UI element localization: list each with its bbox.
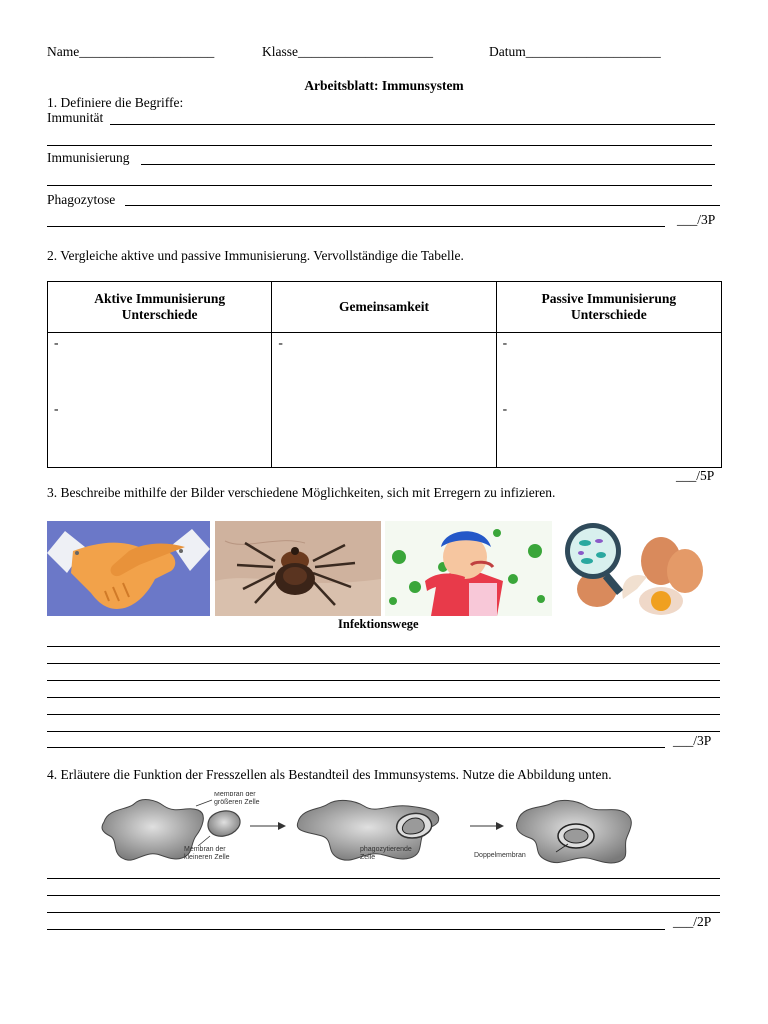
answer-line[interactable]	[47, 145, 712, 146]
figure-caption: Infektionswege	[338, 617, 419, 631]
dash: -	[278, 335, 283, 350]
dash: -	[54, 401, 59, 416]
tick-image	[215, 521, 381, 616]
task1-prompt: 1. Definiere die Begriffe:	[47, 95, 184, 110]
label-membran-gross: Membran der größeren Zelle	[214, 792, 260, 806]
task3-points: ___/3P	[673, 733, 712, 748]
page-title: Arbeitsblatt: Immunsystem	[304, 78, 464, 93]
dash: -	[502, 335, 508, 350]
eggs-salmonella-image	[557, 519, 705, 616]
label-doppelmembran: Doppelmembran	[474, 852, 526, 859]
datum-blank: ____________________	[525, 44, 661, 59]
task4-points: ___/2P	[673, 914, 712, 929]
answer-line[interactable]	[47, 680, 720, 681]
dash: -	[54, 335, 59, 350]
name-blank: ____________________	[79, 44, 215, 59]
label-phagozytierend: phagozytierende Zelle	[360, 846, 412, 861]
datum-label: Datum	[489, 44, 526, 59]
answer-line[interactable]	[125, 205, 720, 206]
term-immunitaet: Immunität	[47, 110, 104, 125]
answer-line[interactable]	[47, 185, 712, 186]
task2-points: ___/5P	[676, 468, 715, 483]
label-membran-klein: Membran der kleineren Zelle	[184, 846, 230, 861]
cell-passive[interactable]	[496, 333, 721, 468]
term-phagozytose: Phagozytose	[47, 192, 116, 207]
header-aktive: Aktive Immunisierung Unterschiede	[48, 282, 272, 333]
coughing-child-image	[385, 521, 552, 616]
name-label: Name	[47, 44, 80, 59]
answer-line[interactable]	[47, 714, 720, 715]
cell-gemeinsamkeit[interactable]	[272, 333, 496, 468]
klasse-label: Klasse	[262, 44, 298, 59]
name-field[interactable]	[47, 44, 214, 60]
answer-line[interactable]	[47, 747, 665, 748]
answer-line[interactable]	[110, 124, 715, 125]
answer-line[interactable]	[141, 164, 715, 165]
answer-line[interactable]	[47, 226, 665, 227]
answer-line[interactable]	[47, 697, 720, 698]
answer-line[interactable]	[47, 646, 720, 647]
datum-field[interactable]	[489, 44, 661, 60]
cell-aktive[interactable]	[48, 333, 272, 468]
task1-points: ___/3P	[677, 212, 716, 227]
phagocytosis-figure	[98, 792, 648, 866]
task3-prompt: 3. Beschreibe mithilfe der Bilder verschiedene Möglichkeiten, sich mit Erregern zu infizieren.	[47, 485, 556, 500]
answer-line[interactable]	[47, 878, 720, 879]
klasse-field[interactable]	[262, 44, 433, 60]
klasse-blank: ____________________	[298, 44, 433, 59]
dash: -	[502, 401, 508, 416]
header-gemeinsamkeit: Gemeinsamkeit	[272, 282, 496, 333]
handshake-image	[47, 521, 210, 616]
answer-line[interactable]	[47, 731, 720, 732]
task4-prompt: 4. Erläutere die Funktion der Fresszellen als Bestandteil des Immunsystems. Nutze die Abbildung unten.	[47, 767, 612, 782]
comparison-table	[47, 281, 722, 468]
answer-line[interactable]	[47, 912, 720, 913]
answer-line[interactable]	[47, 895, 720, 896]
term-immunisierung: Immunisierung	[47, 150, 130, 165]
task2-prompt: 2. Vergleiche aktive und passive Immunisierung. Vervollständige die Tabelle.	[47, 248, 464, 263]
answer-line[interactable]	[47, 929, 665, 930]
header-passive: Passive Immunisierung Unterschiede	[496, 282, 721, 333]
answer-line[interactable]	[47, 663, 720, 664]
